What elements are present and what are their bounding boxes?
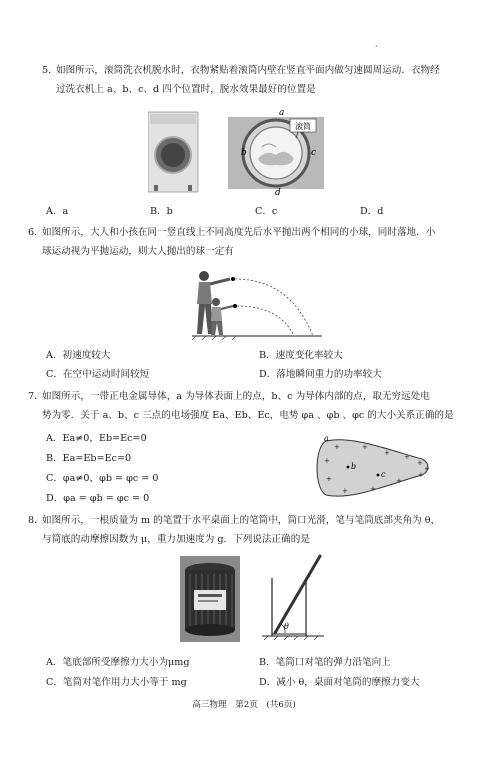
- q6-option-d[interactable]: D．落地瞬间重力的功率较大: [259, 369, 382, 380]
- drum-label: 滚筒: [295, 122, 311, 131]
- q6-option-a[interactable]: A．初速度较大: [46, 350, 111, 361]
- svg-text:+: +: [418, 471, 424, 479]
- q5-washing-machine-figure: [148, 107, 328, 195]
- point-d-label: d: [275, 188, 281, 195]
- q6-option-c[interactable]: C．在空中运动时间较短: [46, 369, 150, 380]
- q8-number: 8．: [28, 515, 44, 526]
- q6-stem-line1: 如图所示，大人和小孩在同一竖直线上不同高度先后水平抛出两个相同的小球，同时落地．小: [42, 227, 436, 238]
- svg-text:+: +: [384, 449, 390, 457]
- svg-text:+: +: [404, 453, 410, 461]
- q6-stem-line2: 球运动视为平抛运动，则大人抛出的球一定有: [42, 246, 234, 257]
- page-footer: 高三物理 第2页 (共6页): [192, 700, 296, 710]
- q5-number: 5．: [42, 65, 58, 76]
- svg-text:+: +: [396, 477, 402, 485]
- q5-option-b[interactable]: B．b: [150, 206, 173, 217]
- q6-projectile-figure: [190, 268, 325, 340]
- q8-option-b[interactable]: B．笔筒口对笔的弹力沿笔向上: [259, 657, 391, 668]
- q5-option-d[interactable]: D．d: [360, 206, 384, 217]
- q7-option-c[interactable]: C．φa≠0，φb = φc = 0: [46, 473, 159, 484]
- pen: [275, 556, 320, 633]
- q8-option-d[interactable]: D．减小 θ，桌面对笔筒的摩擦力变大: [259, 677, 420, 688]
- point-a-label: a: [324, 434, 329, 443]
- theta-label: θ: [284, 622, 289, 631]
- q8-stem-line2: 与筒底的动摩擦因数为 μ，重力加速度为 g．下列说法正确的是: [42, 534, 310, 545]
- svg-text:+: +: [326, 475, 332, 483]
- adult-trajectory: [235, 279, 313, 336]
- svg-text:+: +: [424, 465, 430, 473]
- q6-number: 6．: [28, 227, 44, 238]
- q5-stem-line2: 过洗衣机上 a、b、c、d 四个位置时，脱水效果最好的位置是: [56, 84, 316, 95]
- point-c-label: c: [381, 470, 386, 479]
- point-b-label: b: [351, 462, 357, 471]
- q7-conductor-figure: [312, 433, 432, 503]
- q7-option-b[interactable]: B．Ea=Eb=Ec=0: [46, 453, 132, 464]
- point-b-dot: [347, 466, 350, 469]
- q5-option-a[interactable]: A．a: [46, 206, 69, 217]
- point-c-dot: [377, 474, 380, 477]
- point-a-label: a: [279, 108, 285, 118]
- washing-machine-photo: [148, 112, 198, 192]
- q7-stem-line2: 势为零．关于 a、b、c 三点的电场强度 Ea、Eb、Ec，电势 φa 、φb 、φc 的大小关系正确的是: [42, 410, 454, 421]
- q7-option-d[interactable]: D．φa = φb = φc = 0: [46, 493, 150, 504]
- adult-ball: [231, 277, 235, 281]
- q7-option-a[interactable]: A．Ea≠0，Eb=Ec=0: [46, 433, 147, 444]
- q6-option-b[interactable]: B．速度变化率较大: [259, 350, 343, 361]
- q7-number: 7．: [28, 391, 44, 402]
- q5-stem-line1: 如图所示，滚筒洗衣机脱水时，衣物紧贴着滚筒内壁在竖直平面内做匀速圆周运动．衣物经: [56, 65, 440, 76]
- child-trajectory: [237, 306, 294, 336]
- q8-pen-holder-photo: [180, 556, 240, 642]
- q8-stem-line1: 如图所示，一根质量为 m 的笔置于水平桌面上的笔筒中，筒口光滑，笔与笔筒底部夹角为 θ，: [42, 515, 441, 526]
- svg-text:+: +: [324, 457, 330, 465]
- point-c-label: c: [311, 148, 317, 158]
- svg-text:+: +: [342, 487, 348, 495]
- q8-option-c[interactable]: C．笔筒对笔作用力大小等于 mg: [46, 677, 187, 688]
- child-ball: [233, 304, 237, 308]
- svg-text:+: +: [362, 443, 368, 451]
- q8-option-a[interactable]: A．笔底部所受摩擦力大小为μmg: [46, 657, 190, 668]
- q7-stem-line1: 如图所示，一带正电金属导体，a 为导体表面上的点，b、c 为导体内部的点，取无穷远处电: [42, 391, 430, 402]
- svg-text:+: +: [334, 443, 340, 451]
- child-figure: [211, 298, 233, 335]
- svg-text:+: +: [370, 485, 376, 493]
- q8-pen-diagram: [258, 554, 328, 642]
- point-b-label: b: [241, 148, 247, 158]
- svg-text:+: +: [417, 459, 423, 467]
- q5-option-c[interactable]: C．c: [255, 206, 278, 217]
- header-mark: ·: [375, 42, 378, 51]
